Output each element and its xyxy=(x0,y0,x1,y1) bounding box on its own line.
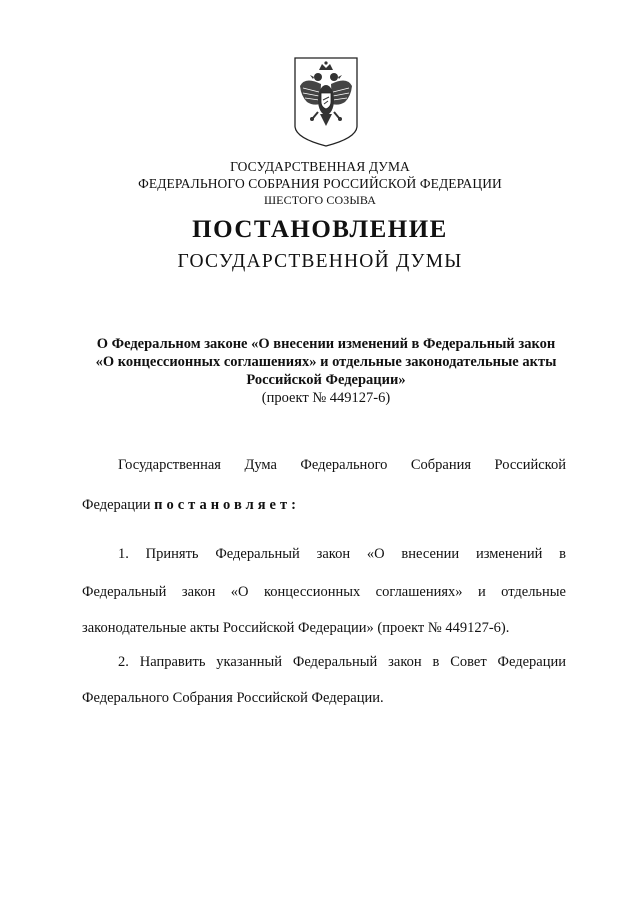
subject-line-3: Российской Федерации» xyxy=(246,372,406,388)
preamble-line-1: Государственная Дума Федерального Собрания Российской xyxy=(118,457,566,473)
russian-coat-of-arms-icon xyxy=(291,56,361,148)
document-type-title: ПОСТАНОВЛЕНИЕ xyxy=(192,216,448,243)
subject-line-2: «О концессионных соглашениях» и отдельные законодательные акты xyxy=(95,354,557,370)
document-subject xyxy=(60,335,592,407)
subject-line-1: О Федеральном законе «О внесении изменений в Федеральный закон xyxy=(96,336,556,352)
item-1-line-3: законодательные акты Российской Федерации» (проект № 449127-6). xyxy=(82,620,510,636)
preamble-line-2 xyxy=(82,497,566,514)
item-1-line-2: Федеральный закон «О концессионных соглашениях» и отдельные xyxy=(82,584,566,600)
document-issuer-title: ГОСУДАРСТВЕННОЙ ДУМЫ xyxy=(177,251,463,272)
header-line-duma: ГОСУДАРСТВЕННАЯ ДУМА xyxy=(230,159,410,174)
item-2-line-2: Федерального Собрания Российской Федерации. xyxy=(82,690,384,706)
header-line-assembly: ФЕДЕРАЛЬНОГО СОБРАНИЯ РОССИЙСКОЙ ФЕДЕРАЦИИ xyxy=(138,176,502,191)
preamble-federation-word: Федерации xyxy=(82,497,151,513)
item-1-line-1: 1. Принять Федеральный закон «О внесении изменений в xyxy=(118,546,566,562)
decides-word: постановляет: xyxy=(154,497,300,513)
organization-header xyxy=(0,158,640,209)
subject-project-number: (проект № 449127-6) xyxy=(261,390,391,406)
item-2-line-1: 2. Направить указанный Федеральный закон в Совет Федерации xyxy=(118,654,566,670)
header-line-convocation: ШЕСТОГО СОЗЫВА xyxy=(263,193,377,207)
